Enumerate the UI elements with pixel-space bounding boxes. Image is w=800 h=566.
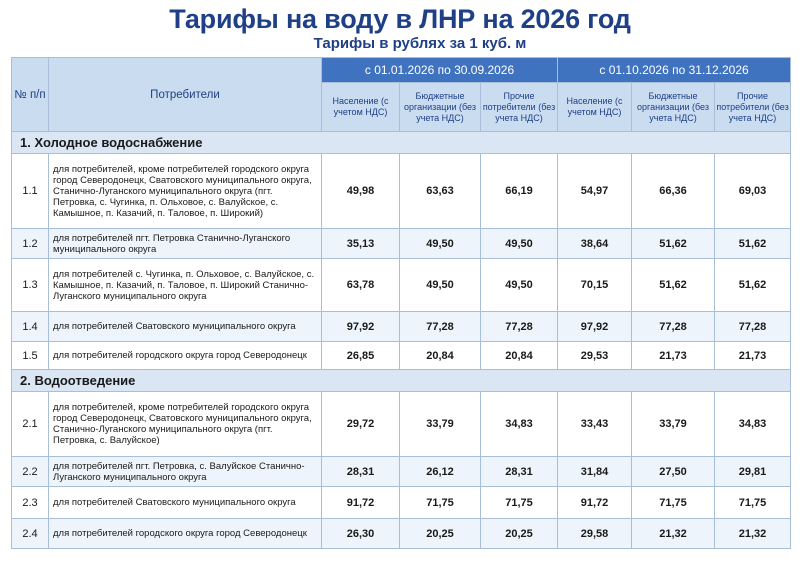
tariff-budget-1: 49,50: [400, 229, 481, 259]
header-period-2: с 01.10.2026 по 31.12.2026: [558, 58, 791, 83]
tariff-budget-2: 21,73: [632, 342, 715, 370]
tariff-budget-1: 20,25: [400, 519, 481, 549]
tariff-budget-1: 71,75: [400, 487, 481, 519]
tariff-other-1: 28,31: [481, 457, 558, 487]
row-description: для потребителей, кроме потребителей городского округа город Северодонецк, Сватовского муниципального округа, Станично-Луганского муниципального округа (пгт. Петровка, с. Чугинка, п. Ольховое, с. Валуйское, с. Камышное, п. Казачий, п. Таловое, п. Широкий): [49, 154, 322, 229]
section-title: 2. Водоотведение: [12, 370, 791, 392]
tariff-population-2: 29,53: [558, 342, 632, 370]
table-row: [12, 312, 791, 342]
tariff-budget-2: 33,79: [632, 392, 715, 457]
header-num: № п/п: [12, 58, 49, 132]
row-number: 1.2: [12, 229, 49, 259]
tariff-population-1: 91,72: [322, 487, 400, 519]
table-body: [12, 132, 791, 549]
tariff-other-1: 20,84: [481, 342, 558, 370]
table-row: [12, 519, 791, 549]
tariff-other-2: 21,32: [715, 519, 791, 549]
page-title: Тарифы на воду в ЛНР на 2026 год: [169, 4, 631, 34]
tariff-population-1: 35,13: [322, 229, 400, 259]
row-description: для потребителей городского округа город Северодонецк: [49, 342, 322, 370]
tariff-population-1: 26,85: [322, 342, 400, 370]
tariff-budget-1: 77,28: [400, 312, 481, 342]
tariff-population-2: 38,64: [558, 229, 632, 259]
section-row: [12, 370, 791, 392]
tariff-other-2: 77,28: [715, 312, 791, 342]
table-row: [12, 342, 791, 370]
tariff-other-1: 20,25: [481, 519, 558, 549]
header-population-2: Население (с учетом НДС): [558, 83, 632, 132]
tariff-population-1: 97,92: [322, 312, 400, 342]
tariff-budget-2: 21,32: [632, 519, 715, 549]
tariff-budget-1: 20,84: [400, 342, 481, 370]
header-budget-1: Бюджетные организации (без учета НДС): [400, 83, 481, 132]
tariff-other-1: 71,75: [481, 487, 558, 519]
row-number: 1.3: [12, 259, 49, 312]
row-number: 2.2: [12, 457, 49, 487]
header-population-1: Население (с учетом НДС): [322, 83, 400, 132]
section-title: 1. Холодное водоснабжение: [12, 132, 791, 154]
tariff-budget-2: 77,28: [632, 312, 715, 342]
tariff-population-2: 70,15: [558, 259, 632, 312]
row-description: для потребителей с. Чугинка, п. Ольховое, с. Валуйское, с. Камышное, п. Казачий, п. Таловое, п. Широкий Станично-Луганского муниципального округа: [49, 259, 322, 312]
table-row: [12, 457, 791, 487]
tariff-other-1: 77,28: [481, 312, 558, 342]
tariff-budget-1: 33,79: [400, 392, 481, 457]
tariff-other-1: 34,83: [481, 392, 558, 457]
tariff-population-1: 49,98: [322, 154, 400, 229]
tariff-other-2: 21,73: [715, 342, 791, 370]
tariff-population-2: 54,97: [558, 154, 632, 229]
tariff-budget-2: 27,50: [632, 457, 715, 487]
row-number: 2.1: [12, 392, 49, 457]
table-row: [12, 259, 791, 312]
tariff-other-2: 69,03: [715, 154, 791, 229]
tariff-population-2: 91,72: [558, 487, 632, 519]
tariff-other-2: 51,62: [715, 229, 791, 259]
tariff-other-2: 29,81: [715, 457, 791, 487]
header-budget-2: Бюджетные организации (без учета НДС): [632, 83, 715, 132]
table-row: [12, 154, 791, 229]
tariff-table: [11, 57, 791, 549]
tariff-population-1: 28,31: [322, 457, 400, 487]
tariff-other-2: 51,62: [715, 259, 791, 312]
section-row: [12, 132, 791, 154]
tariff-budget-2: 51,62: [632, 229, 715, 259]
tariff-other-2: 71,75: [715, 487, 791, 519]
tariff-population-1: 29,72: [322, 392, 400, 457]
row-description: для потребителей Сватовского муниципального округа: [49, 487, 322, 519]
table-row: [12, 229, 791, 259]
tariff-population-2: 97,92: [558, 312, 632, 342]
header-other-1: Прочие потребители (без учета НДС): [481, 83, 558, 132]
row-number: 1.4: [12, 312, 49, 342]
row-description: для потребителей Сватовского муниципального округа: [49, 312, 322, 342]
tariff-other-1: 66,19: [481, 154, 558, 229]
row-description: для потребителей пгт. Петровка Станично-Луганского муниципального округа: [49, 229, 322, 259]
tariff-population-1: 63,78: [322, 259, 400, 312]
row-number: 2.4: [12, 519, 49, 549]
row-number: 1.5: [12, 342, 49, 370]
row-number: 1.1: [12, 154, 49, 229]
tariff-population-2: 29,58: [558, 519, 632, 549]
tariff-budget-2: 71,75: [632, 487, 715, 519]
tariff-budget-2: 66,36: [632, 154, 715, 229]
page-subtitle: Тарифы в рублях за 1 куб. м: [313, 35, 527, 52]
table-row: [12, 487, 791, 519]
header-period-1: с 01.01.2026 по 30.09.2026: [322, 58, 558, 83]
tariff-other-1: 49,50: [481, 229, 558, 259]
tariff-budget-1: 49,50: [400, 259, 481, 312]
row-description: для потребителей пгт. Петровка, с. Валуйское Станично-Луганского муниципального округа: [49, 457, 322, 487]
row-description: для потребителей, кроме потребителей городского округа город Северодонецк, Сватовского муниципального округа, Станично-Луганского муниципального округа (пгт. Петровка, с. Валуйское): [49, 392, 322, 457]
tariff-population-2: 33,43: [558, 392, 632, 457]
header-other-2: Прочие потребители (без учета НДС): [715, 83, 791, 132]
table-row: [12, 392, 791, 457]
header-consumers: Потребители: [49, 58, 322, 132]
tariff-other-1: 49,50: [481, 259, 558, 312]
tariff-budget-1: 26,12: [400, 457, 481, 487]
tariff-population-2: 31,84: [558, 457, 632, 487]
row-description: для потребителей городского округа город Северодонецк: [49, 519, 322, 549]
row-number: 2.3: [12, 487, 49, 519]
tariff-budget-1: 63,63: [400, 154, 481, 229]
tariff-budget-2: 51,62: [632, 259, 715, 312]
tariff-population-1: 26,30: [322, 519, 400, 549]
tariff-other-2: 34,83: [715, 392, 791, 457]
